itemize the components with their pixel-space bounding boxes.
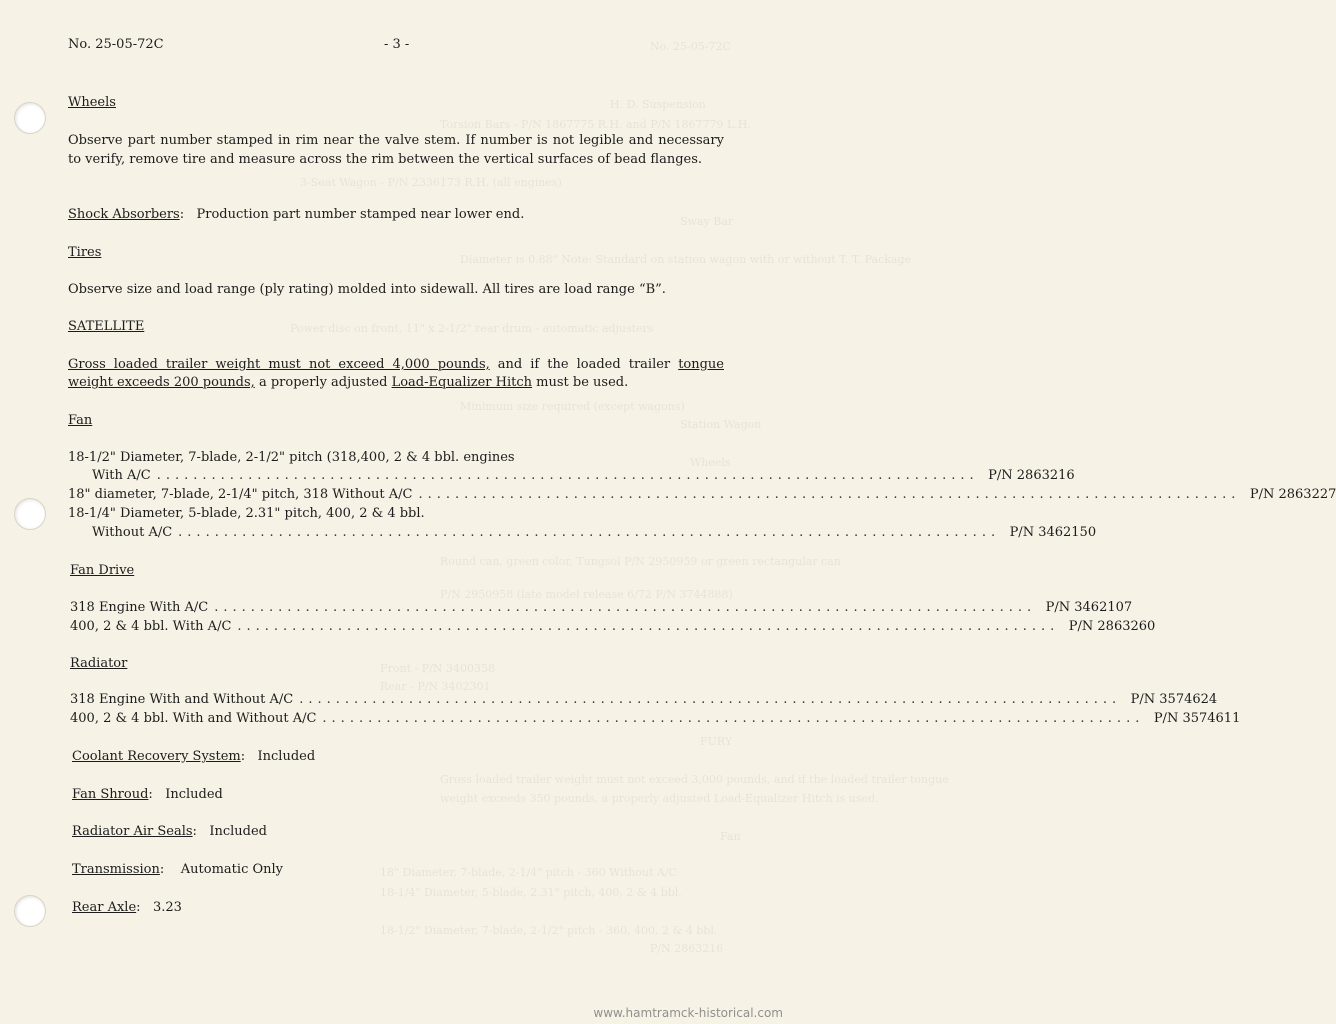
satellite-heading: SATELLITE [68, 319, 145, 334]
dot-leader: .......................................................................................... [299, 692, 1122, 707]
radiator-line-2-label: 400, 2 & 4 bbl. With and Without A/C [70, 711, 317, 726]
transmission-line [72, 861, 283, 879]
page-number: - 3 - [384, 37, 410, 52]
coolant-recovery-label: Coolant Recovery System [72, 749, 241, 764]
wheels-heading: Wheels [68, 95, 116, 110]
transmission-label: Transmission [72, 862, 160, 877]
fan-line-5 [68, 524, 1097, 542]
fan-line-3-label: 18" diameter, 7-blade, 2-1/4" pitch, 318 Without A/C [68, 487, 413, 502]
radiator-line-1-part-number: P/N 3574624 [1130, 692, 1218, 707]
fan-heading: Fan [68, 413, 93, 428]
site-watermark: www.hamtramck-historical.com [593, 1006, 783, 1020]
trailer-weight-line-1 [68, 356, 724, 374]
colon: : [159, 862, 181, 877]
punch-hole-bottom [14, 895, 46, 927]
fan-drive-line-1-label: 318 Engine With A/C [70, 600, 209, 615]
trailer-weight-text-2: a properly adjusted [254, 375, 392, 390]
colon: : [179, 207, 197, 222]
fan-line-3-part-number: P/N 2863227 [1249, 487, 1336, 502]
dot-leader: .......................................................................................... [178, 525, 1001, 540]
fan-line-2-label: With A/C [92, 468, 151, 483]
fan-shroud-label: Fan Shroud [72, 787, 149, 802]
radiator-line-2-part-number: P/N 3574611 [1153, 711, 1241, 726]
dot-leader: .......................................................................................... [322, 711, 1145, 726]
load-equalizer-hitch: Load-Equalizer Hitch [391, 375, 533, 390]
fan-drive-line-2-label: 400, 2 & 4 bbl. With A/C [70, 619, 232, 634]
radiator-line-1 [70, 691, 1218, 709]
trailer-weight-text-1: and if the loaded trailer [489, 357, 679, 372]
fan-line-5-label: Without A/C [92, 525, 173, 540]
trailer-weight-line-2 [68, 374, 628, 392]
coolant-recovery-value: Included [257, 749, 316, 764]
radiator-line-2 [70, 710, 1241, 728]
fan-drive-line-1-part-number: P/N 3462107 [1045, 600, 1133, 615]
fan-shroud-line [72, 786, 223, 804]
dot-leader: .......................................................................................... [156, 468, 979, 483]
fan-line-5-part-number: P/N 3462150 [1009, 525, 1097, 540]
wheels-text: Observe part number stamped in rim near the valve stem. If number is not legible and necessary to verify, remove tire and measure across the rim between the vertical surfaces of bead flanges. [68, 133, 724, 167]
coolant-recovery-line [72, 748, 315, 766]
dot-leader: .......................................................................................... [237, 619, 1060, 634]
fan-drive-line-2 [70, 618, 1156, 636]
tongue-word: tongue [678, 357, 724, 372]
punch-hole-top [14, 102, 46, 134]
fan-line-4: 18-1/4" Diameter, 5-blade, 2.31" pitch, 400, 2 & 4 bbl. [68, 506, 425, 521]
tires-heading: Tires [68, 245, 102, 260]
radiator-heading: Radiator [70, 656, 128, 671]
fan-line-2-part-number: P/N 2863216 [988, 468, 1075, 483]
bleed-through-texture: No. 25-05-72C H. D. Suspension Torsion Bars - P/N 1867775 R.H. and P/N 1867779 L.H. 3-Seat Wagon - P/N 2336173 R.H. (all engines) Sway Bar Diameter is 0.88" Note: Standard on station wagon with or without T. T. Package Power disc on front, 11" x 2-1/2" rear drum - automatic adjusters Minimum size required (except wagons) Station Wagon Wheels Round can, green color, Tungsol P/N 2950959 or green rectangular can P/N 2950958 (late model release 6/72 P/N 3744888) Front - P/N 3400358 Rear - P/N 3402301 FURY Gross loaded trailer weight must not exceed 3,000 pounds, and if the loaded trailer tongue weight exceeds 350 pounds, a properly adjusted Load-Equalizer Hitch is used. Fan 18" Diameter, 7-blade, 2-1/4" pitch - 360 Without A/C 18-1/4" Diameter, 5-blade, 2.31" pitch, 400, 2 & 4 bbl. 18-1/2" Diameter, 7-blade, 2-1/2" pitch - 360, 400, 2 & 4 bbl. P/N 2863216 [290, 40, 949, 955]
trailer-weight-limit: Gross loaded trailer weight must not exceed 4,000 pounds, [68, 357, 490, 372]
tongue-weight-limit: weight exceeds 200 pounds, [68, 375, 255, 390]
tires-text: Observe size and load range (ply rating) molded into sidewall. All tires are load range “B”. [68, 282, 666, 297]
radiator-air-seals-label: Radiator Air Seals [72, 824, 193, 839]
dot-leader: .......................................................................................... [418, 487, 1241, 502]
fan-line-2 [68, 467, 1075, 485]
fan-drive-line-1 [70, 599, 1133, 617]
transmission-value: Automatic Only [180, 862, 284, 877]
rear-axle-label: Rear Axle [72, 900, 137, 915]
fan-shroud-value: Included [165, 787, 223, 802]
colon: : [136, 900, 153, 915]
fan-line-1: 18-1/2" Diameter, 7-blade, 2-1/2" pitch (318,400, 2 & 4 bbl. engines [68, 450, 515, 465]
radiator-air-seals-value: Included [209, 824, 267, 839]
shock-absorbers-line [68, 206, 524, 224]
shock-absorbers-label: Shock Absorbers [68, 207, 180, 222]
dot-leader: .......................................................................................... [214, 600, 1037, 615]
document-number: No. 25-05-72C [68, 37, 164, 52]
shock-absorbers-text: Production part number stamped near lower end. [196, 207, 525, 222]
fan-drive-line-2-part-number: P/N 2863260 [1068, 619, 1156, 634]
fan-drive-heading: Fan Drive [70, 563, 135, 578]
punch-hole-middle [14, 498, 46, 530]
radiator-air-seals-line [72, 823, 267, 841]
rear-axle-value: 3.23 [152, 900, 182, 915]
trailer-weight-text-3: must be used. [532, 375, 629, 390]
colon: : [240, 749, 258, 764]
colon: : [192, 824, 210, 839]
radiator-line-1-label: 318 Engine With and Without A/C [70, 692, 294, 707]
rear-axle-line [72, 899, 182, 917]
fan-line-3 [68, 486, 1336, 504]
colon: : [148, 787, 166, 802]
